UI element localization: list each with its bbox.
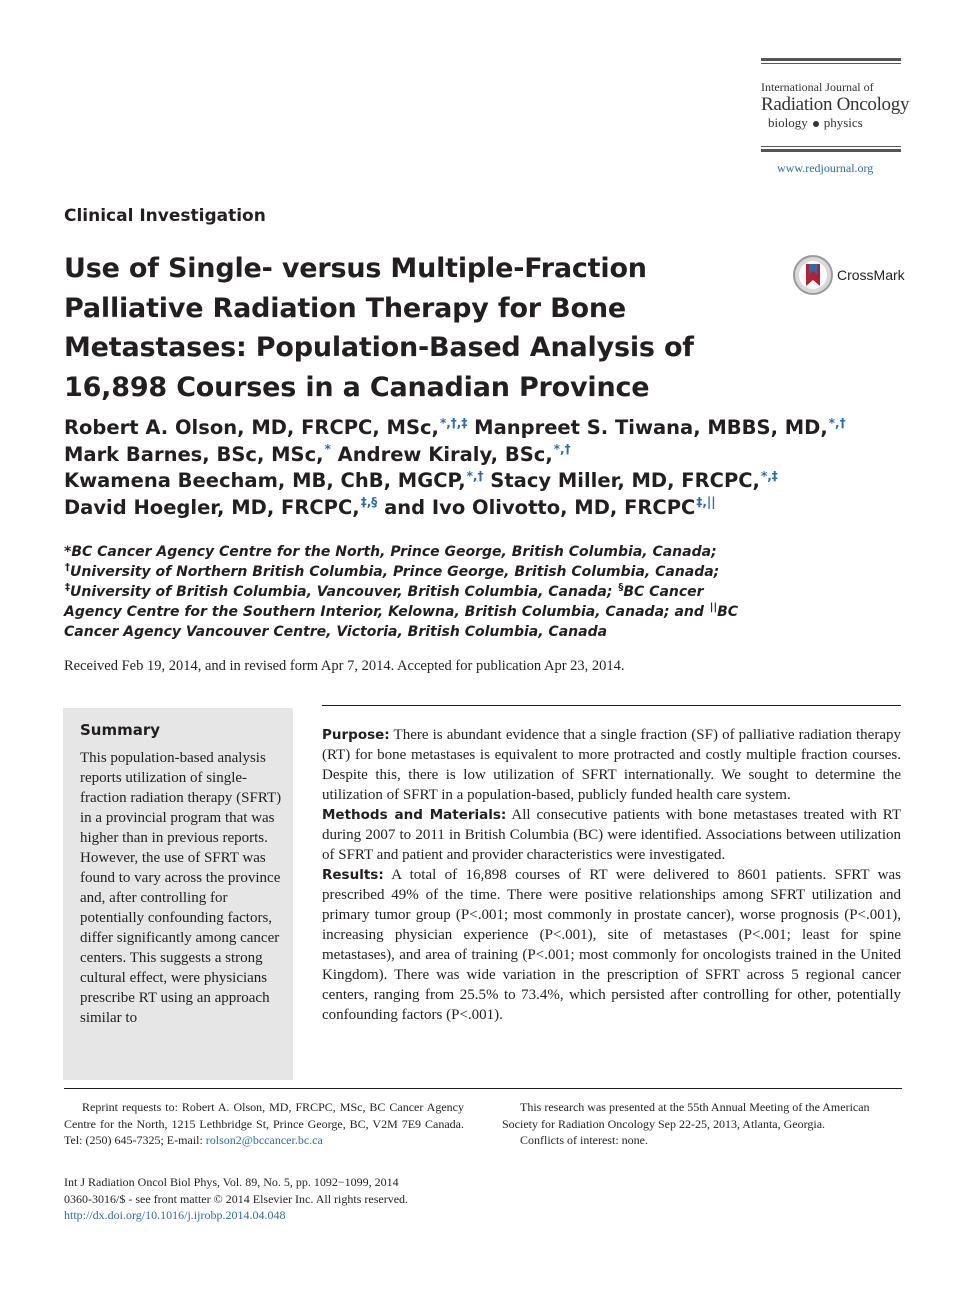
email-link[interactable]: rolson2@bccancer.bc.ca: [205, 1133, 323, 1147]
journal-masthead: [761, 58, 910, 154]
citation-block: [64, 1174, 484, 1224]
summary-heading: Summary: [80, 721, 161, 739]
author-affil-marks[interactable]: *,†: [553, 442, 571, 456]
author-affil-marks[interactable]: *,†: [828, 415, 846, 430]
abstract-results-text: A total of 16,898 courses of RT were delivered to 8601 patients. SFRT was prescribed 49% of the time. There were positive relationships among SFRT utilization and primary tumor group (P<.001; most commonly in prostate cancer), worse prognosis (P<.001), increasing physician experience (P<.001), site of metastases (P<.001; least for spine metastases), and area of training (P<.001; most commonly for oncologists trained in the United Kingdom). There was wide variation in the prescription of SFRT across 5 regional cancer centers, ranging from 25.5% to 73.4%, which persisted after controlling for other, potentially confounding factors (P<.001).: [322, 867, 901, 1023]
author-affil-marks[interactable]: ‡,§: [360, 495, 378, 509]
summary-box: [63, 708, 293, 1080]
article-title: Use of Single- versus Multiple-Fraction Palliative Radiation Therapy for Bone Metastases: Population-Based Analysis of 16,898 Courses in a Canadian Province: [64, 253, 694, 403]
author-line: [64, 442, 784, 469]
abstract-purpose-text: There is abundant evidence that a single fraction (SF) of palliative radiation therapy (RT) for bone metastases is equivalent to more protracted and costly multiple fraction courses. Despite this, there is low utilization of SFRT internationally. We sought to determine the utilization of SFRT in a population-based, publicly funded health care system.: [322, 727, 901, 803]
author-line: [64, 495, 784, 522]
author-line: [64, 415, 846, 442]
crossmark-badge[interactable]: [792, 254, 912, 296]
author-name: Stacy Miller, MD, FRCPC,: [490, 469, 760, 492]
journal-name-line2: Radiation Oncology: [761, 94, 910, 115]
received-dates: Received Feb 19, 2014, and in revised form Apr 7, 2014. Accepted for publication Apr 23, 2014.: [64, 658, 625, 674]
journal-name-line1: International Journal of: [761, 80, 874, 94]
citation-journal: Int J Radiation Oncol Biol Phys, Vol. 89, No. 5, pp. 1092−1099, 2014: [64, 1175, 399, 1189]
affiliation-5: BC Cancer Agency Vancouver Centre, Victoria, British Columbia, Canada: [64, 604, 739, 640]
conflicts-note: Conflicts of interest: none.: [520, 1133, 648, 1147]
abstract-methods-heading: Methods and Materials:: [322, 807, 507, 823]
affiliation-mark: §: [618, 582, 624, 594]
author-name: Mark Barnes, BSc, MSc,: [64, 442, 324, 466]
author-affil-marks[interactable]: *,‡: [760, 468, 778, 483]
bullet-icon: [813, 121, 819, 127]
presentation-note: This research was presented at the 55th Annual Meeting of the American Society for Radiation Oncology Sep 22-25, 2013, Atlanta, Georgia.: [502, 1100, 870, 1131]
author-affil-marks[interactable]: *,†: [466, 468, 484, 483]
journal-subtitle-biology: biology: [768, 115, 808, 130]
affiliation-mark: ‡: [65, 582, 70, 594]
citation-copyright: 0360-3016/$ - see front matter © 2014 Elsevier Inc. All rights reserved.: [64, 1191, 409, 1206]
abstract-methods-text: All consecutive patients with bone metastases treated with RT during 2007 to 2011 in British Columbia (BC) were identified. Associations between utilization of SFRT and patient and provider characteristics were investigated.: [322, 807, 901, 863]
affiliation-mark: ||: [709, 602, 718, 614]
author-name: Andrew Kiraly, BSc,: [337, 442, 553, 466]
affiliation-4: BC Cancer Agency Centre for the Southern Interior, Kelowna, British Columbia, Canada; and: [64, 584, 709, 620]
summary-text: This population-based analysis reports utilization of single-fraction radiation therapy (SFRT) in a provincial program that was higher than in previous reports. However, the use of SFRT was found to vary across the province and, after controlling for potentially confounding factors, differ significantly among cancer centers. This suggests a strong cultural effect, were physicians prescribe RT using an approach similar to: [80, 750, 282, 1026]
journal-subtitle-physics: physics: [823, 115, 863, 130]
masthead-bottom-rule: [761, 149, 901, 152]
author-name: Ivo Olivotto, MD, FRCPC: [431, 495, 696, 519]
affiliations: [64, 542, 764, 642]
affiliation-mark: †: [65, 562, 70, 574]
crossmark-icon: [792, 254, 834, 296]
footnote-rule: [64, 1088, 902, 1089]
author-name: Manpreet S. Tiwana, MBBS, MD,: [474, 416, 828, 439]
author-name: David Hoegler, MD, FRCPC,: [64, 495, 360, 519]
masthead-top-rule: [761, 58, 901, 61]
abstract-purpose-heading: Purpose:: [322, 727, 390, 743]
author-name: Robert A. Olson, MD, FRCPC, MSc,: [64, 416, 439, 439]
affiliation-1: *BC Cancer Agency Centre for the North, Prince George, British Columbia, Canada;: [64, 544, 717, 560]
masthead-bottom-rule-thin: [761, 146, 901, 147]
author-line: [64, 468, 784, 495]
author-affil-marks[interactable]: *,†,‡: [439, 415, 468, 430]
author-list: [64, 415, 846, 521]
abstract-body: [322, 725, 901, 1025]
abstract-top-rule: [322, 705, 901, 706]
author-name: Kwamena Beecham, MB, ChB, MGCP,: [64, 469, 466, 492]
crossmark-label: CrossMark: [837, 267, 905, 283]
author-affil-marks[interactable]: *: [324, 442, 331, 456]
affiliation-2: University of Northern British Columbia, Prince George, British Columbia, Canada;: [70, 564, 720, 580]
abstract-results-heading: Results:: [322, 867, 384, 883]
affiliation-3: University of British Columbia, Vancouver, British Columbia, Canada;: [70, 584, 618, 600]
reprint-text: Reprint requests to: Robert A. Olson, MD, FRCPC, MSc, BC Cancer Agency Centre for the North, 1215 Lethbridge St, Prince George, BC, V2M 7E9 Canada. Tel: (250) 645-7325; E-mail:: [64, 1100, 464, 1147]
masthead-top-rule-thin: [761, 63, 901, 64]
journal-url-link[interactable]: www.redjournal.org: [777, 161, 874, 175]
section-label: Clinical Investigation: [64, 206, 266, 226]
reprint-requests: [64, 1099, 464, 1149]
author-affil-marks[interactable]: ‡,||: [696, 495, 716, 509]
journal-subtitle: [768, 115, 863, 131]
doi-link[interactable]: http://dx.doi.org/10.1016/j.ijrobp.2014.04.048: [64, 1208, 286, 1222]
author-conjunction: and: [384, 495, 426, 519]
